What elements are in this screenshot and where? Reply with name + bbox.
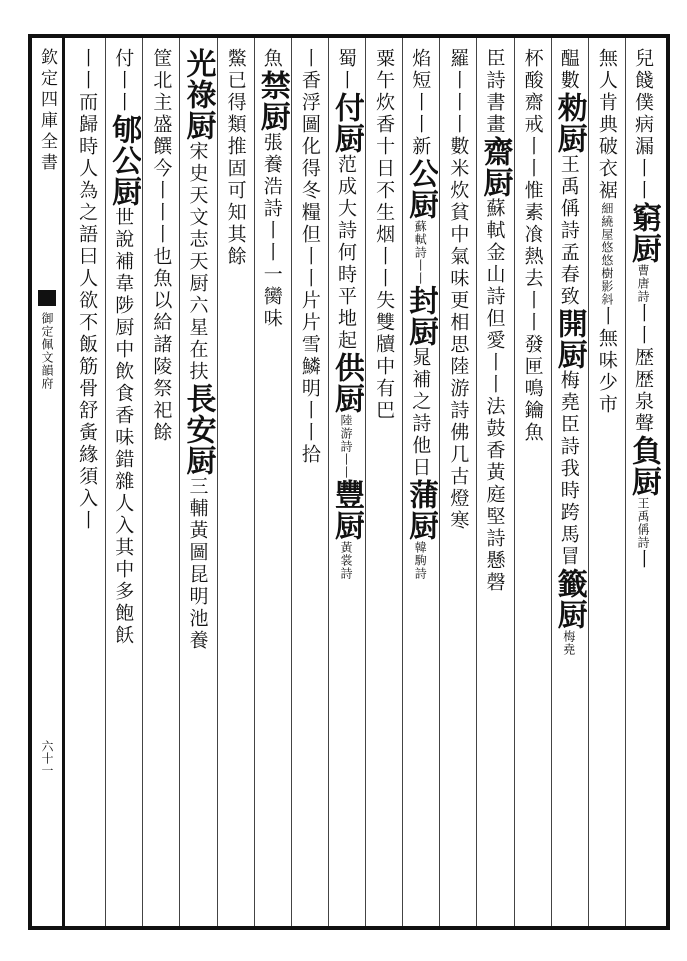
entry-headword: 光祿厨 [180, 48, 216, 141]
annotation-text: 蘇軾詩丨丨 [413, 220, 428, 285]
body-text: 丨丨 [76, 48, 99, 92]
column-rule [365, 38, 366, 926]
entry-headword: 郇公厨 [106, 114, 142, 207]
entry-headword: 窮厨 [626, 202, 661, 264]
column-rule [551, 38, 552, 926]
body-text: 焰短丨丨新 [409, 48, 432, 158]
column-rule [514, 38, 515, 926]
body-text: 兒餞僕病漏丨丨 [632, 48, 654, 202]
fish-tail-mark [38, 290, 56, 306]
body-text: 魚以給諸陵祭祀餘 [150, 268, 173, 444]
body-text: 宋史天文志天厨六星在扶 [186, 141, 209, 383]
entry-headword: 開厨 [551, 308, 587, 370]
body-text: 丨數米炊貧中氣味更相思陸游詩佛几古燈寒 [447, 114, 470, 532]
entry-headword: 封厨 [403, 285, 439, 347]
body-text: 蘇軾金山詩但愛丨丨法鼓香黃庭堅詩懸磬 [483, 198, 506, 594]
body-text: 片片雪鱗明 [298, 290, 321, 400]
body-text: 粟午炊香 [373, 48, 396, 136]
annotation-text: 王禹偁詩 [636, 497, 650, 549]
text-column [366, 48, 401, 918]
margin-rule [62, 34, 65, 930]
text-column [515, 48, 550, 918]
column-rule [291, 38, 292, 926]
text-column [69, 48, 104, 918]
annotation-text: 細繞屋悠悠樹影斜 [599, 202, 614, 306]
body-text: 丨丨拾 [298, 400, 321, 466]
book-title: 欽定四庫全書 [37, 48, 57, 174]
entry-headword: 蒲厨 [403, 479, 439, 541]
frame-bottom-border [28, 926, 668, 930]
column-rule [254, 38, 255, 926]
body-text: 丨 [632, 549, 654, 571]
text-column [440, 48, 475, 918]
annotation-text: 黃裳詩 [339, 541, 353, 580]
entry-headword: 供厨 [329, 352, 364, 414]
entry-headword: 豐厨 [329, 479, 364, 541]
folio-number: 六十一 [40, 740, 54, 776]
body-text: 無人肯典破衣裾 [595, 48, 618, 202]
text-column [626, 48, 661, 918]
column-rule [439, 38, 440, 926]
text-column [180, 48, 215, 918]
entry-headword: 付厨 [329, 92, 364, 154]
entry-headword: 公厨 [403, 158, 439, 220]
column-rule [625, 38, 626, 926]
text-column [143, 48, 178, 918]
entry-headword: 負厨 [626, 435, 661, 497]
text-column [329, 48, 364, 918]
annotation-text: 陸游詩丨丨 [339, 414, 353, 479]
body-text: 梅堯臣詩我時跨馬冒 [557, 370, 580, 568]
annotation-text: 梅堯 [561, 630, 576, 656]
body-text: 醖數 [557, 48, 580, 92]
body-text: 筐北主盛饌今丨丨丨也 [150, 48, 173, 268]
body-text: 魚 [260, 48, 283, 70]
body-text: 王禹偁詩孟春致 [557, 154, 580, 308]
body-text: 齋戒丨丨惟素飡 [521, 92, 544, 246]
text-column [403, 48, 438, 918]
column-rule [179, 38, 180, 926]
text-column [218, 48, 253, 918]
text-column [106, 48, 141, 918]
column-rule [217, 38, 218, 926]
entry-headword: 籤厨 [551, 568, 587, 630]
body-text: 臣詩書畫 [483, 48, 506, 136]
column-rule [476, 38, 477, 926]
body-text: 張養浩詩丨丨一臠味 [260, 132, 283, 330]
text-column [589, 48, 624, 918]
entry-headword: 勑厨 [551, 92, 587, 154]
body-text: 丨無味少市 [595, 306, 618, 416]
column-rule [328, 38, 329, 926]
frame-right-border [666, 34, 670, 930]
entry-headword: 長安厨 [180, 383, 216, 476]
column-rule [105, 38, 106, 926]
body-text: 蜀丨 [335, 48, 357, 92]
frame-top-border [28, 34, 668, 38]
body-text: 付丨丨 [112, 48, 135, 114]
body-text: 十日不生烟 [373, 136, 396, 246]
body-text: 丨丨失雙牘 [373, 246, 396, 356]
text-column [292, 48, 327, 918]
body-text: 而歸時人為之語曰人欲不飯筋骨舒夤緣須入丨 [76, 92, 99, 532]
body-text: 杯酸 [521, 48, 544, 92]
column-rule [588, 38, 589, 926]
body-text: 三輔黃圖昆明池養 [186, 476, 209, 652]
body-text: 鱉 [224, 48, 247, 70]
body-text: 熱去丨丨發匣鳴鑰魚 [521, 246, 544, 444]
text-column [477, 48, 512, 918]
text-column [255, 48, 290, 918]
body-text: 丨香 [298, 48, 321, 92]
entry-headword: 禁厨 [254, 70, 290, 132]
body-text: 晁補之詩他日 [409, 347, 432, 479]
annotation-text: 曹唐詩 [636, 264, 650, 303]
body-text: 羅丨丨 [447, 48, 470, 114]
column-rule [142, 38, 143, 926]
body-text: 中有巴 [373, 356, 396, 422]
section-title: 御定佩文韻府 [40, 312, 54, 390]
body-text: 世說補韋陟厨中飲食香味錯雜人入其中多飽飫 [112, 207, 135, 647]
body-text: 丨丨歴歴泉聲 [632, 303, 654, 435]
body-text: 浮圖化得冬糧但丨丨 [298, 92, 321, 290]
column-rule [402, 38, 403, 926]
annotation-text: 韓駒詩 [413, 541, 428, 580]
body-text: 已得類推固可知其餘 [224, 70, 247, 268]
text-column [552, 48, 587, 918]
body-text: 范成大詩何時平地起 [335, 154, 357, 352]
entry-headword: 齋厨 [477, 136, 513, 198]
